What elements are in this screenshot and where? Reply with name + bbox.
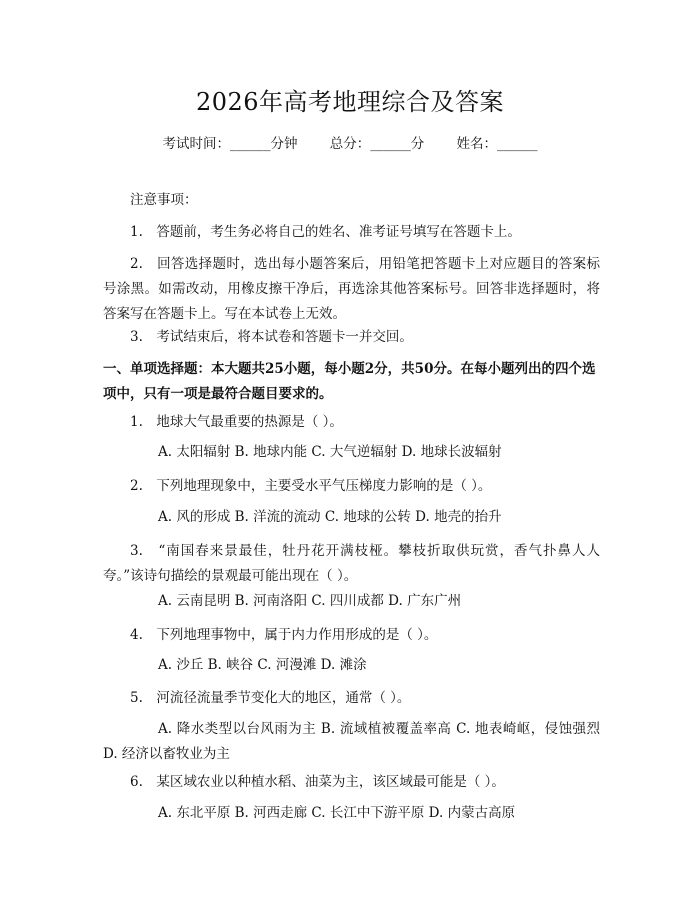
question-5-options: A. 降水类型以台风雨为主 B. 流域植被覆盖率高 C. 地表崎岖，侵蚀强烈 D. 经济以畜牧业为主 (103, 721, 600, 762)
note-item-1: 1. 答题前，考生务必将自己的姓名、准考证号填写在答题卡上。 (130, 224, 521, 240)
question-2-options: A. 风的形成 B. 洋流的流动 C. 地球的公转 D. 地壳的抬升 (158, 509, 502, 525)
question-4-options: A. 沙丘 B. 峡谷 C. 河漫滩 D. 滩涂 (158, 657, 367, 673)
question-4-stem: 4. 下列地理事物中，属于内力作用形成的是（ ）。 (130, 627, 438, 643)
exam-meta (0, 132, 700, 152)
question-5-stem: 5. 河流径流量季节变化大的地区，通常（ ）。 (130, 690, 411, 706)
question-6-stem: 6. 某区域农业以种植水稻、油菜为主，该区域最可能是（ ）。 (130, 774, 505, 790)
total-score-label: 总分：______分 (329, 136, 425, 152)
notes-heading: 注意事项： (130, 192, 198, 208)
note-item-3: 3. 考试结束后，将本试卷和答题卡一并交回。 (130, 329, 413, 345)
name-label: 姓名：______ (456, 136, 538, 152)
question-1-stem: 1. 地球大气最重要的热源是（ ）。 (130, 414, 343, 430)
question-1-options: A. 太阳辐射 B. 地球内能 C. 大气逆辐射 D. 地球长波辐射 (158, 444, 502, 460)
section-heading: 一、单项选择题：本大题共25小题，每小题2分，共50分。在每小题列出的四个选项中，只有一项是最符合题目要求的。 (103, 361, 596, 402)
exam-time-label: 考试时间：______分钟 (162, 136, 298, 152)
question-6-options: A. 东北平原 B. 河西走廊 C. 长江中下游平原 D. 内蒙古高原 (158, 805, 516, 821)
question-2-stem: 2. 下列地理现象中，主要受水平气压梯度力影响的是（ ）。 (130, 478, 492, 494)
page-title: 2026年高考地理综合及答案 (195, 88, 505, 116)
question-3-stem: 3. “南国春来景最佳，牡丹花开满枝桠。攀枝折取供玩赏，香气扑鼻人人夸。”该诗句描绘的景观最可能出现在（ ）。 (103, 543, 600, 584)
note-item-2: 2. 回答选择题时，选出每小题答案后，用铅笔把答题卡上对应题目的答案标号涂黑。如需改动，用橡皮擦干净后，再选涂其他答案标号。回答非选择题时，将答案写在答题卡上。写在本试卷上无效。 (103, 256, 600, 322)
question-3-options: A. 云南昆明 B. 河南洛阳 C. 四川成都 D. 广东广州 (158, 593, 462, 609)
